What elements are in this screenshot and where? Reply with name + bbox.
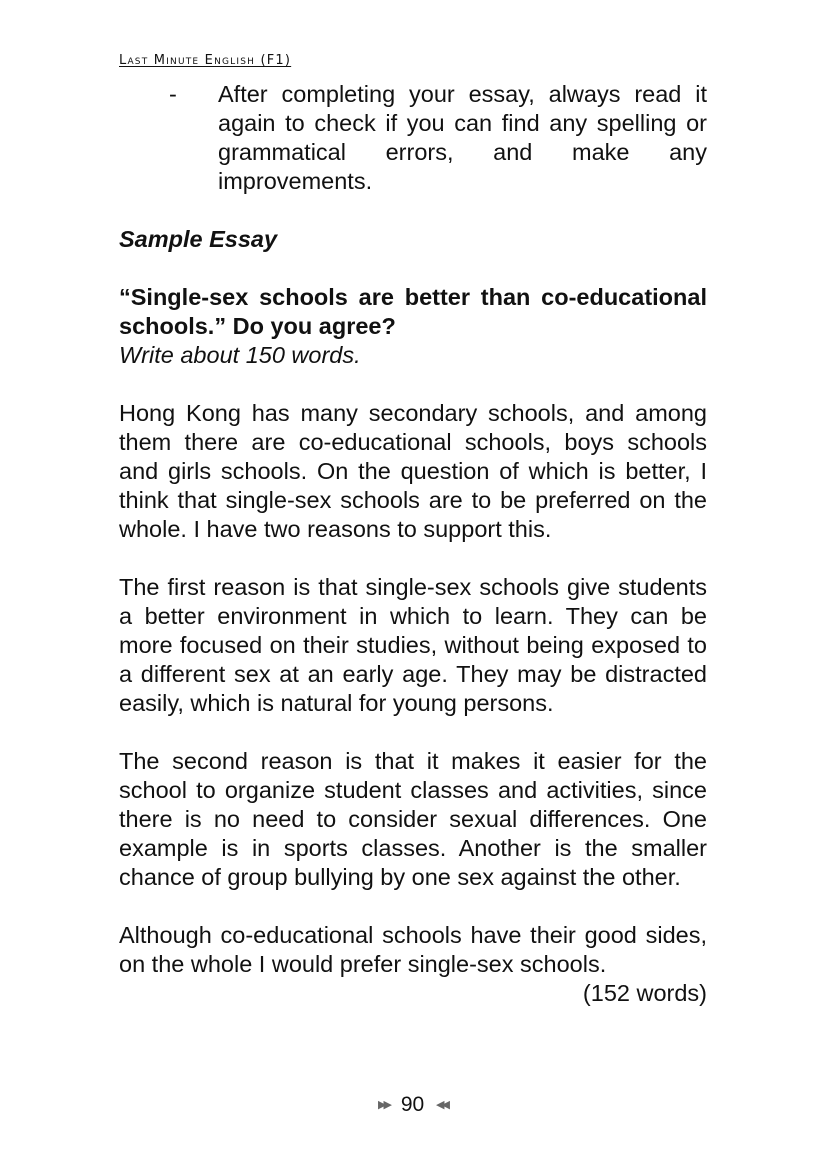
- page-content: [119, 80, 707, 1008]
- section-title: Sample Essay: [119, 226, 278, 252]
- tip-bullet: [119, 80, 707, 196]
- essay-paragraph-2: The first reason is that single-sex schools give students a better environment in which to learn. They can be more focused on their studies, without being exposed to a different sex at an early age. They may be distracted easily, which is natural for young persons.: [119, 574, 707, 716]
- word-count: (152 words): [582, 980, 707, 1006]
- bullet-marker: -: [169, 81, 177, 107]
- bullet-text: After completing your essay, always read it again to check if you can find any spelling or grammatical errors, and make any improvements.: [218, 81, 707, 194]
- page-footer: [0, 1092, 825, 1118]
- essay-paragraph-4: Although co-educational schools have their good sides, on the whole I would prefer single-sex schools.: [119, 922, 707, 977]
- forward-arrows-icon: ▶▶: [378, 1099, 389, 1111]
- essay-paragraph-1: Hong Kong has many secondary schools, and among them there are co-educational schools, boys schools and girls schools. On the question of which is better, I think that single-sex schools are to be preferred on the whole. I have two reasons to support this.: [119, 400, 707, 542]
- page-number: 90: [400, 1093, 425, 1116]
- essay-instruction: Write about 150 words.: [119, 342, 361, 368]
- running-header: Last Minute English (F1): [119, 53, 292, 68]
- back-arrows-icon: ◀◀: [436, 1099, 447, 1111]
- essay-paragraph-3: The second reason is that it makes it easier for the school to organize student classes and activities, since there is no need to consider sexual differences. One example is in sports classes. Another is the smaller chance of group bullying by one sex against the other.: [119, 748, 707, 890]
- essay-question: “Single-sex schools are better than co-educational schools.” Do you agree?: [119, 284, 707, 339]
